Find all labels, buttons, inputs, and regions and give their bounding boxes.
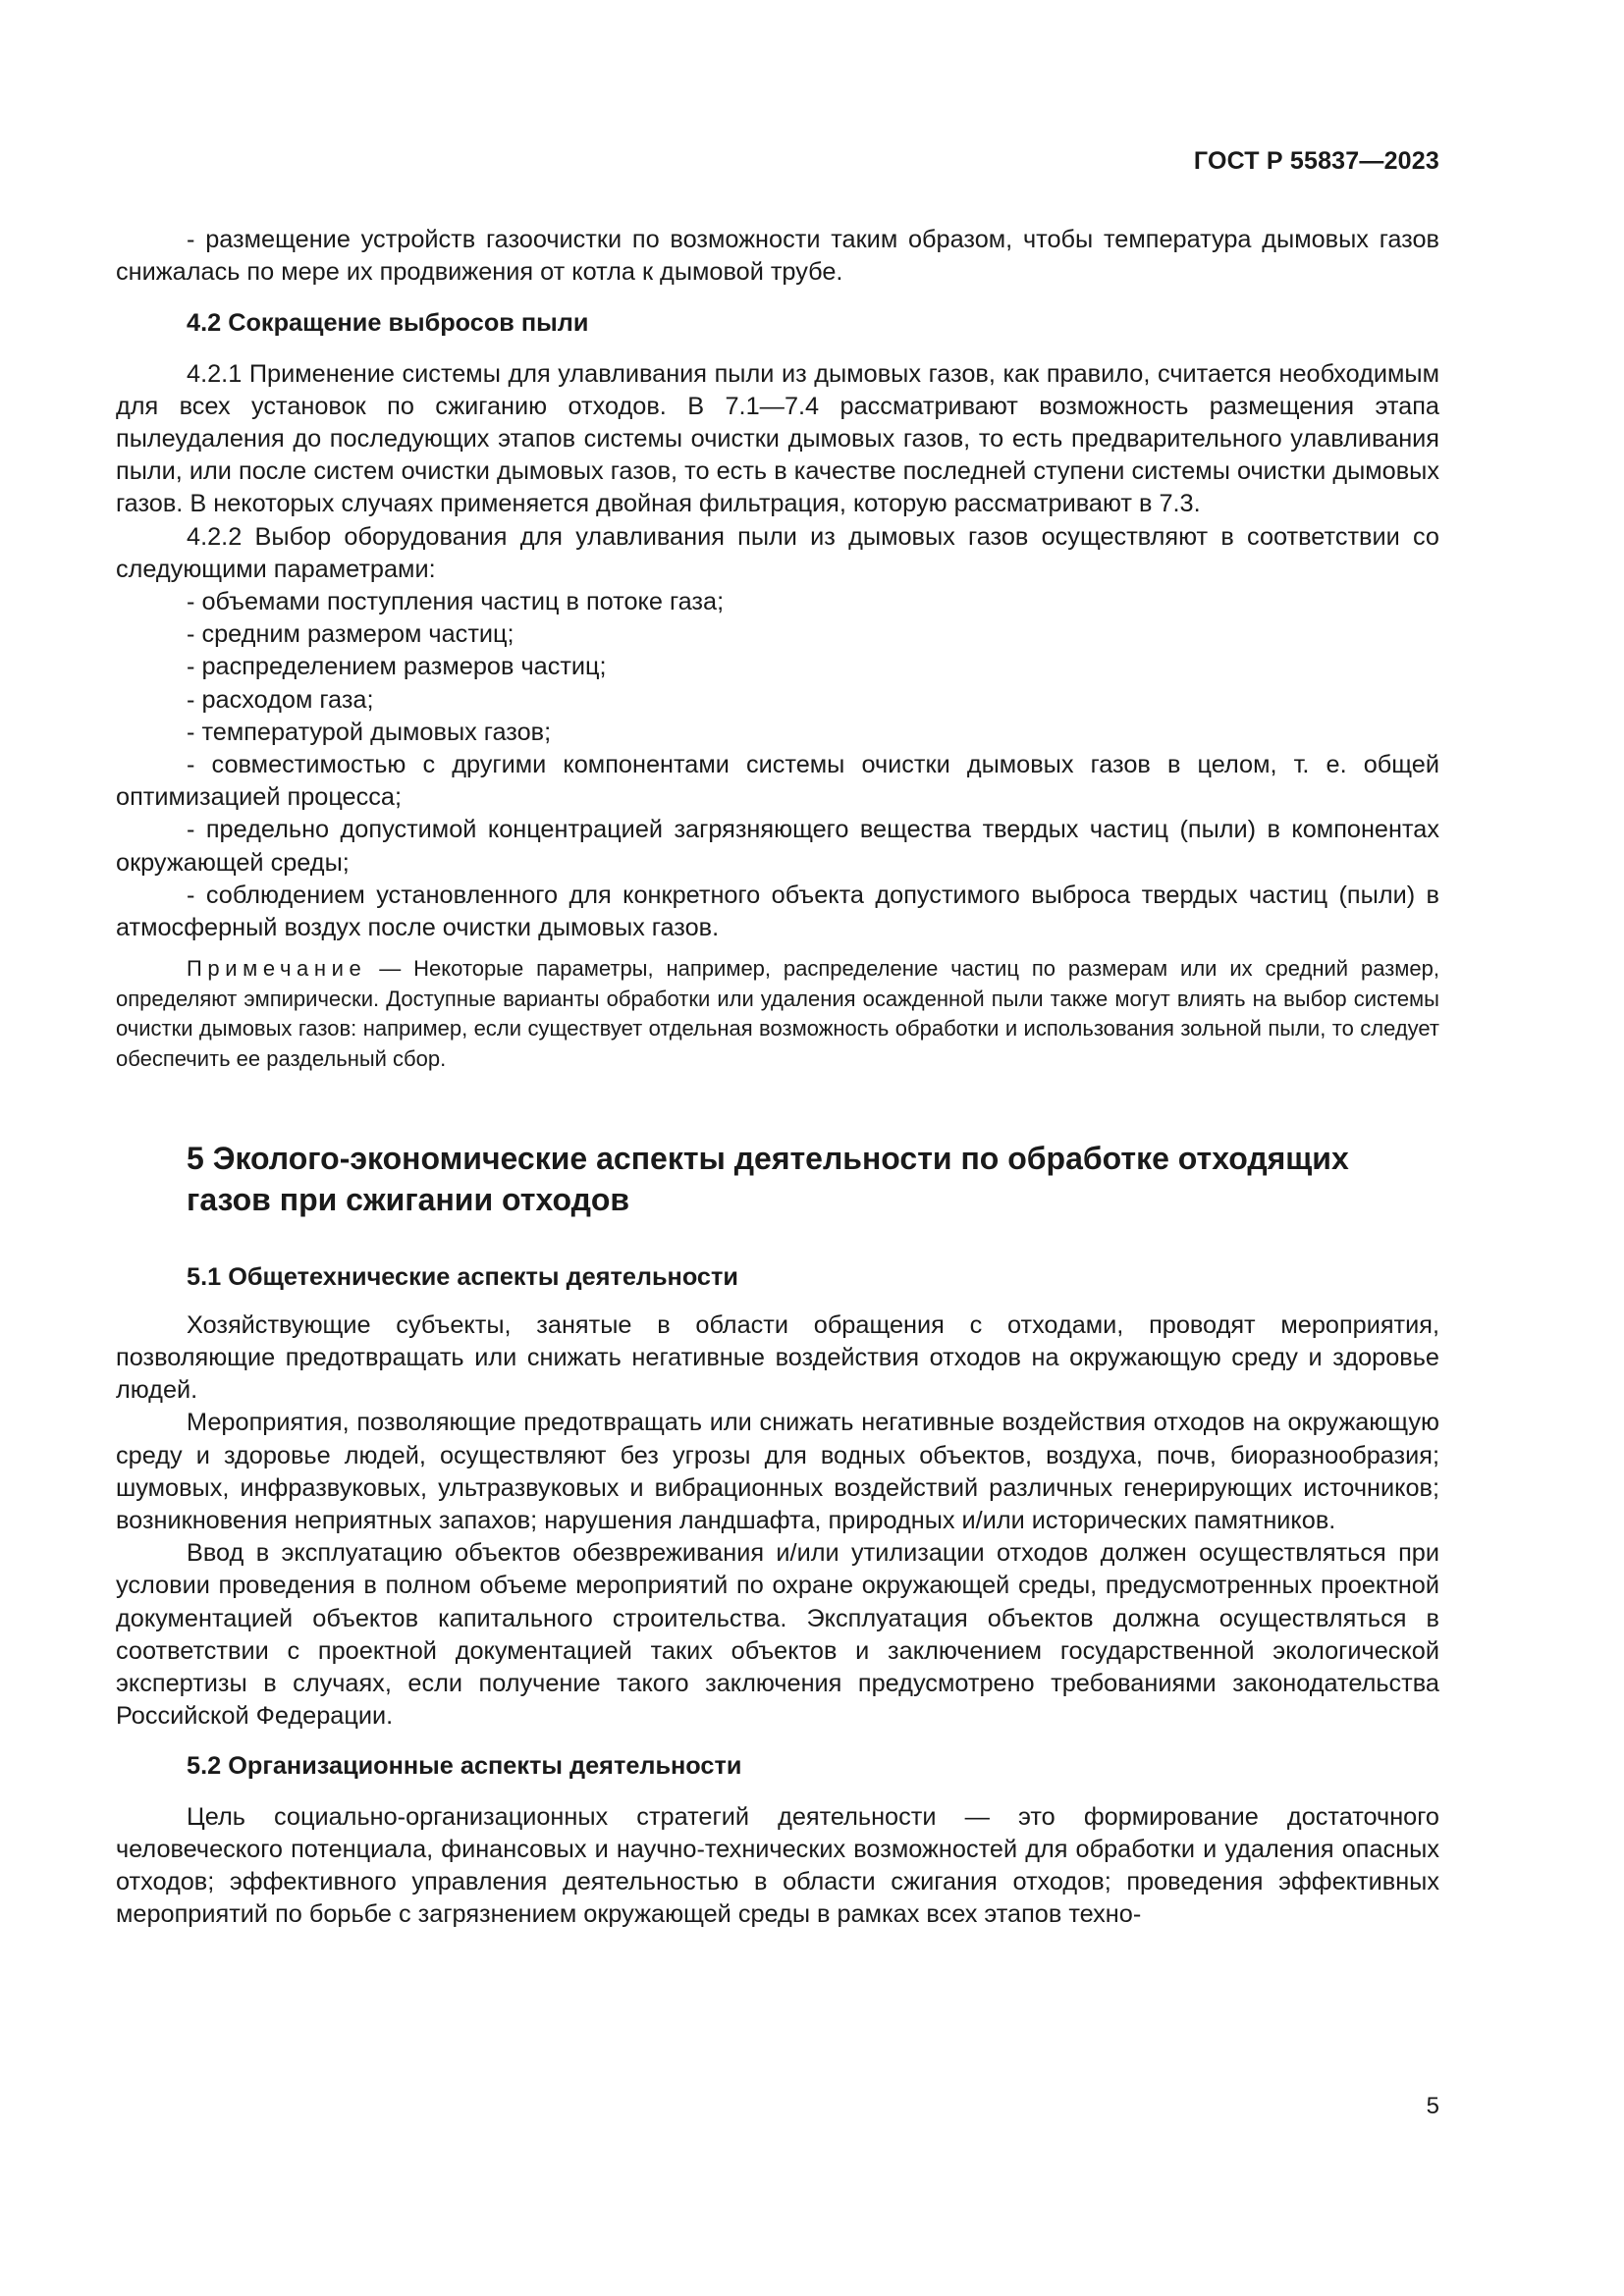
list-item: - средним размером частиц; <box>187 620 514 649</box>
page-number: 5 <box>1426 2093 1439 2119</box>
paragraph-gas-cleaning-placement: - размещение устройств газоочистки по возможности таким образом, чтобы температура дымовых газов снижалась по мере их продвижения от котла к дымовой трубе. <box>116 226 1439 287</box>
list-item: - расходом газа; <box>187 685 374 714</box>
note-paragraph <box>116 954 1439 1074</box>
list-item: - объемами поступления частиц в потоке газа; <box>187 588 725 616</box>
parameter-list <box>116 586 1439 944</box>
document-code-header: ГОСТ Р 55837—2023 <box>1193 147 1439 175</box>
list-item: - предельно допустимой концентрацией загрязняющего вещества твердых частиц (пыли) в компонентах окружающей среды; <box>116 816 1439 877</box>
note-text: — Некоторые параметры, например, распределение частиц по размерам или их средний размер, определяют эмпирически. Доступные варианты обработки или удаления осажденной пыли также могут влиять на выбор системы очистки дымовых газов: например, если существует отдельная возможность обработки и использования зольной пыли, то следует обеспечить ее раздельный сбор. <box>116 956 1439 1072</box>
section-heading-5-1: 5.1 Общетехнические аспекты деятельности <box>187 1262 738 1291</box>
section-heading-5 <box>116 1138 1439 1220</box>
paragraph-4-2-1: 4.2.1 Применение системы для улавливания пыли из дымовых газов, как правило, считается необходимым для всех установок по сжиганию отходов. В 7.1—7.4 рассматривают возможность размещения этапа пылеудаления до последующих этапов системы очистки дымовых газов, то есть предварительного улавливания пыли, или после систем очистки дымовых газов, то есть в качестве последней ступени системы очистки дымовых газов. В некоторых случаях применяется двойная фильтрация, которую рассматривают в 7.3. <box>116 359 1439 518</box>
list-item: - совместимостью с другими компонентами системы очистки дымовых газов в целом, т. е. общей оптимизацией процесса; <box>116 751 1439 812</box>
section-heading-4-2: 4.2 Сокращение выбросов пыли <box>187 309 589 338</box>
paragraph-4-2-2: 4.2.2 Выбор оборудования для улавливания пыли из дымовых газов осуществляют в соответствии со следующими параметрами: <box>116 522 1439 583</box>
section-heading-5-line1: 5 Эколого-экономические аспекты деятельности по обработке отходящих <box>187 1140 1349 1176</box>
paragraph-5-1-b: Мероприятия, позволяющие предотвращать или снижать негативные воздействия отходов на окружающую среду и здоровье людей, осуществляют без угрозы для водных объектов, воздуха, почв, биоразнообразия; шумовых, инфразвуковых, ультразвуковых и вибрационных воздействий различных генерирующих источников; возникновения неприятных запахов; нарушения ландшафта, природных и/или исторических памятников. <box>116 1409 1439 1535</box>
note-label: Примечание <box>187 956 367 982</box>
section-heading-5-line2: газов при сжигании отходов <box>187 1181 630 1217</box>
paragraph-5-1-a: Хозяйствующие субъекты, занятые в области обращения с отходами, проводят мероприятия, позволяющие предотвращать или снижать негативные воздействия отходов на окружающую среду и здоровье людей. <box>116 1310 1439 1405</box>
list-item: - распределением размеров частиц; <box>187 653 607 681</box>
section-heading-5-2: 5.2 Организационные аспекты деятельности <box>187 1752 742 1781</box>
paragraph-5-2-a: Цель социально-организационных стратегий деятельности — это формирование достаточного человеческого потенциала, финансовых и научно-технических возможностей для обработки и удаления опасных отходов; эффективного управления деятельностью в области сжигания отходов; проведения эффективных мероприятий по борьбе с загрязнением окружающей среды в рамках всех этапов техно- <box>116 1802 1439 1929</box>
document-body <box>116 224 1439 1932</box>
paragraph-5-1-c: Ввод в эксплуатацию объектов обезвреживания и/или утилизации отходов должен осуществляться при условии проведения в полном объеме мероприятий по охране окружающей среды, предусмотренных проектной документацией объектов капитального строительства. Эксплуатация объектов должна осуществляться в соответствии с проектной документацией таких объектов и заключением государственной экологической экспертизы в случаях, если получение такого заключения предусмотрено требованиями законодательства Российской Федерации. <box>116 1539 1439 1731</box>
list-item: - соблюдением установленного для конкретного объекта допустимого выброса твердых частиц (пыли) в атмосферный воздух после очистки дымовых газов. <box>116 881 1439 942</box>
list-item: - температурой дымовых газов; <box>187 718 552 746</box>
